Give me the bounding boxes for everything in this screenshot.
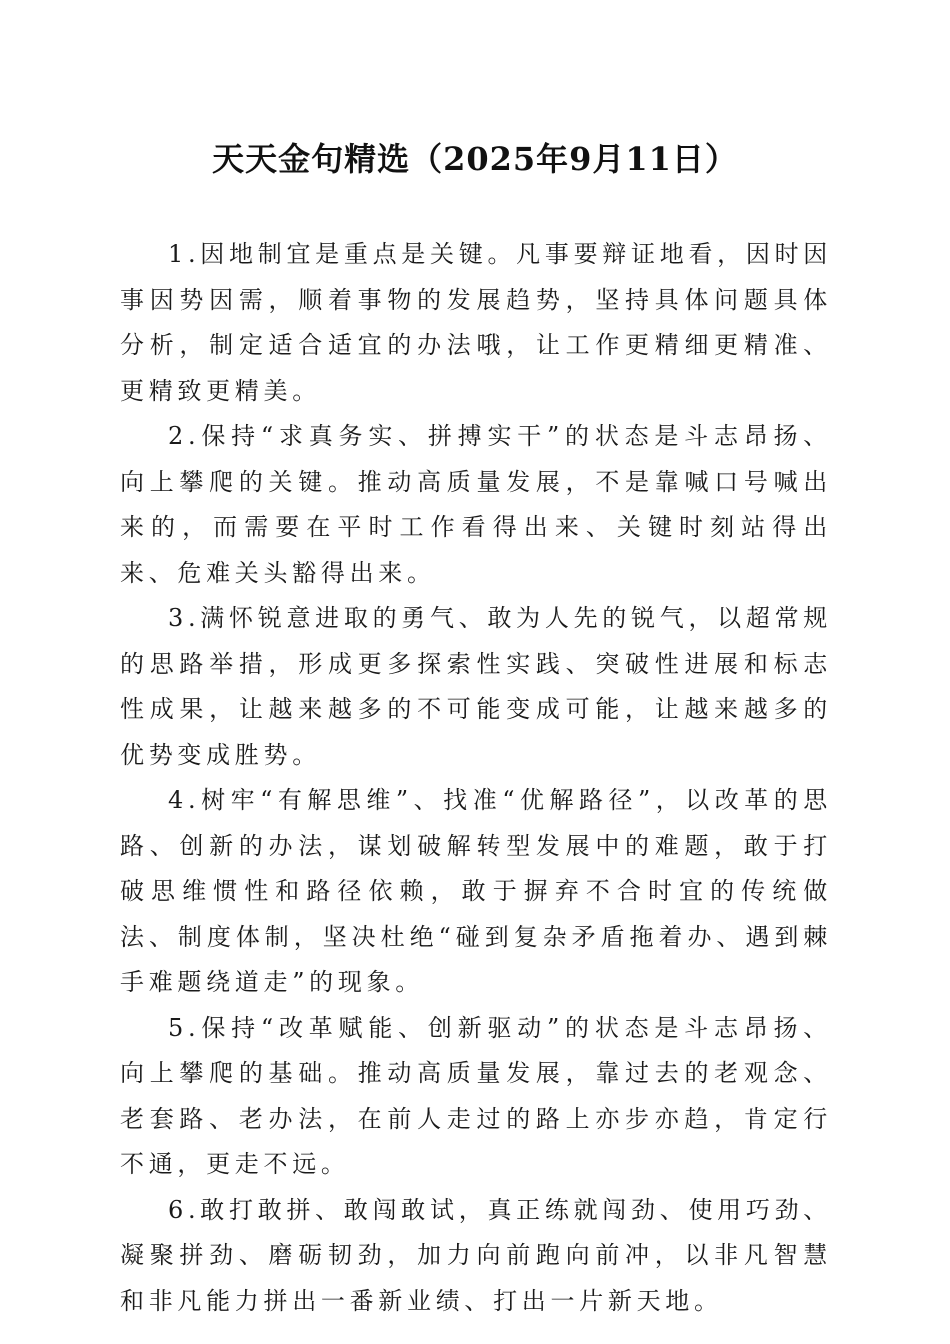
paragraph-3: 3.满怀锐意进取的勇气、敢为人先的锐气，以超常规的思路举措，形成更多探索性实践、突破性进展和标志性成果，让越来越多的不可能变成可能，让越来越多的优势变成胜势。 xyxy=(120,604,832,769)
page-title: 天天金句精选（2025年9月11日） xyxy=(212,140,738,178)
document-body xyxy=(120,232,832,1324)
paragraph-1: 1.因地制宜是重点是关键。凡事要辩证地看，因时因事因势因需，顺着事物的发展趋势，坚持具体问题具体分析，制定适合适宜的办法哦，让工作更精细更精准、更精致更精美。 xyxy=(120,240,832,405)
paragraph-5: 5.保持“改革赋能、创新驱动”的状态是斗志昂扬、向上攀爬的基础。推动高质量发展，靠过去的老观念、老套路、老办法，在前人走过的路上亦步亦趋，肯定行不通，更走不远。 xyxy=(120,1013,832,1178)
paragraph-4: 4.树牢“有解思维”、找准“优解路径”，以改革的思路、创新的办法，谋划破解转型发展中的难题，敢于打破思维惯性和路径依赖，敢于摒弃不合时宜的传统做法、制度体制，坚决杜绝“碰到复杂矛盾拖着办、遇到棘手难题绕道走”的现象。 xyxy=(120,786,832,996)
paragraph-2: 2.保持“求真务实、拼搏实干”的状态是斗志昂扬、向上攀爬的关键。推动高质量发展，不是靠喊口号喊出来的，而需要在平时工作看得出来、关键时刻站得出来、危难关头豁得出来。 xyxy=(120,422,832,587)
paragraph-6: 6.敢打敢拼、敢闯敢试，真正练就闯劲、使用巧劲、凝聚拼劲、磨砺韧劲，加力向前跑向前冲，以非凡智慧和非凡能力拼出一番新业绩、打出一片新天地。 xyxy=(120,1195,832,1315)
